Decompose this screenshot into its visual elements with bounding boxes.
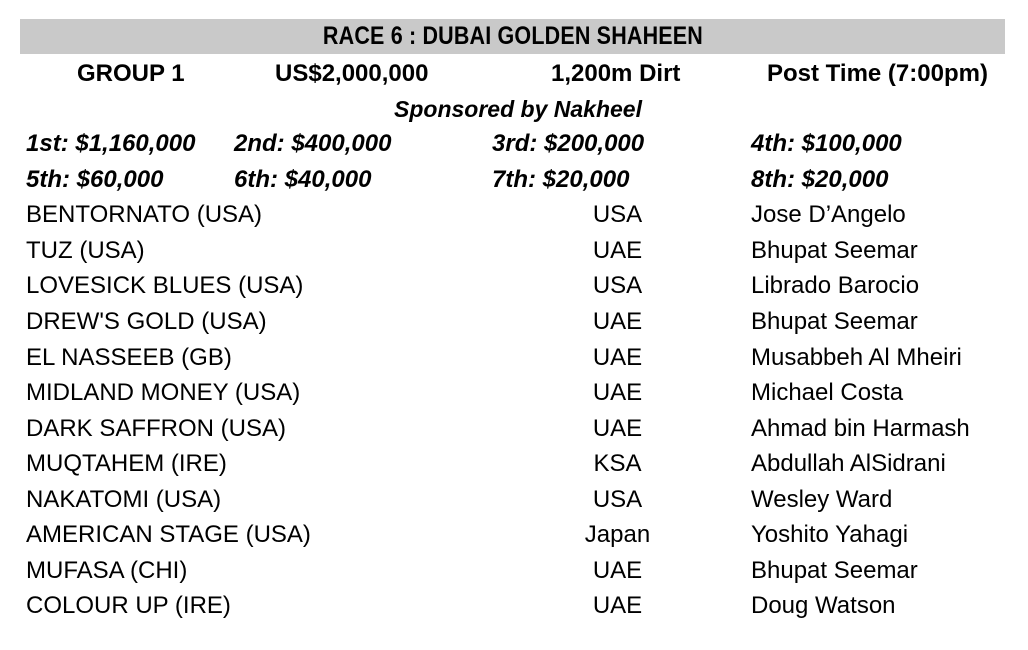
horse-country: UAE [592,344,643,371]
race-sponsor-line [0,92,1028,126]
horse-trainer: Doug Watson [751,592,896,619]
entry-row [0,483,1028,517]
horse-trainer: Ahmad bin Harmash [751,415,970,442]
horse-trainer: Wesley Ward [751,486,893,513]
horse-trainer: Yoshito Yahagi [751,521,909,548]
horse-name: BENTORNATO (USA) [26,201,263,228]
horse-country: UAE [592,557,643,584]
prize-5th: 5th: $60,000 [26,166,164,193]
race-group: GROUP 1 [77,60,185,87]
entry-row [0,305,1028,339]
entry-row [0,341,1028,375]
horse-name: TUZ (USA) [26,237,145,264]
race-title-bar [20,19,1005,54]
entry-row [0,376,1028,410]
prize-3rd: 3rd: $200,000 [492,130,645,157]
horse-trainer: Michael Costa [751,379,904,406]
prize-7th: 7th: $20,000 [492,166,630,193]
prize-4th: 4th: $100,000 [751,130,902,157]
race-sponsor: Sponsored by Nakheel [394,96,642,122]
horse-country: UAE [592,379,643,406]
horse-name: DARK SAFFRON (USA) [26,415,287,442]
entry-row [0,269,1028,303]
horse-name: MUFASA (CHI) [26,557,188,584]
horse-country: UAE [592,237,643,264]
horse-trainer: Musabbeh Al Mheiri [751,344,962,371]
entry-row [0,198,1028,232]
race-purse: US$2,000,000 [275,60,429,87]
entry-row [0,518,1028,552]
horse-trainer: Bhupat Seemar [751,237,918,264]
horse-trainer: Abdullah AlSidrani [751,450,946,477]
horse-country: UAE [592,415,643,442]
race-distance: 1,200m Dirt [551,60,681,87]
horse-trainer: Librado Barocio [751,272,920,299]
horse-name: DREW'S GOLD (USA) [26,308,267,335]
entry-row [0,412,1028,446]
horse-name: LOVESICK BLUES (USA) [26,272,304,299]
prize-row-2 [0,163,1028,197]
horse-country: KSA [593,450,642,477]
horse-country: USA [592,272,643,299]
entry-row [0,447,1028,481]
horse-name: NAKATOMI (USA) [26,486,222,513]
horse-trainer: Bhupat Seemar [751,308,918,335]
entry-row [0,554,1028,588]
prize-6th: 6th: $40,000 [234,166,372,193]
horse-name: COLOUR UP (IRE) [26,592,231,619]
prize-2nd: 2nd: $400,000 [234,130,392,157]
prize-1st: 1st: $1,160,000 [26,130,196,157]
entry-row [0,589,1028,623]
entry-row [0,234,1028,268]
horse-country: Japan [584,521,651,548]
prize-8th: 8th: $20,000 [751,166,889,193]
horse-name: MUQTAHEM (IRE) [26,450,227,477]
horse-name: MIDLAND MONEY (USA) [26,379,301,406]
horse-country: USA [592,486,643,513]
horse-country: UAE [592,308,643,335]
horse-name: EL NASSEEB (GB) [26,344,232,371]
race-info-row [0,57,1028,91]
horse-trainer: Jose D’Angelo [751,201,906,228]
horse-country: USA [592,201,643,228]
race-post-time: Post Time (7:00pm) [767,60,988,87]
horse-country: UAE [592,592,643,619]
horse-name: AMERICAN STAGE (USA) [26,521,311,548]
race-title: RACE 6 : DUBAI GOLDEN SHAHEEN [322,22,703,50]
horse-trainer: Bhupat Seemar [751,557,918,584]
prize-row-1 [0,127,1028,161]
